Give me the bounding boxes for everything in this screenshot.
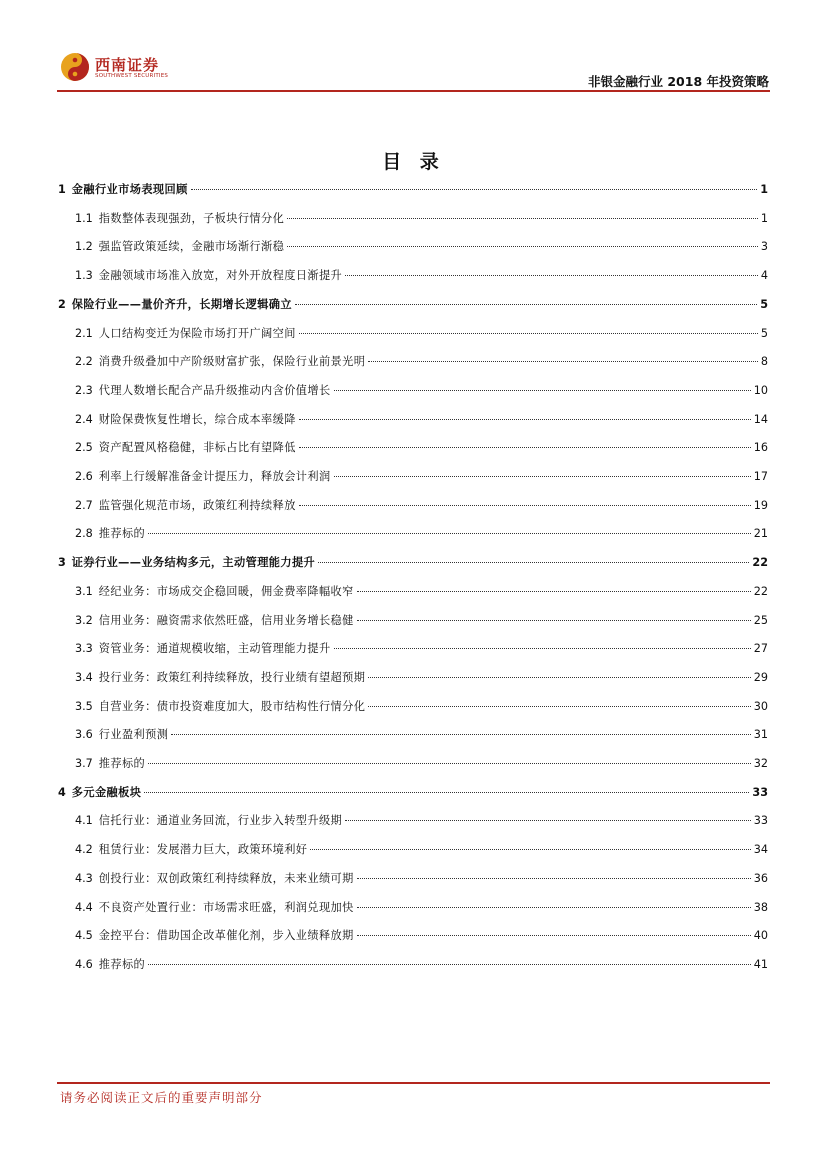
toc-page-number: 40 bbox=[753, 929, 768, 943]
toc-section-entry[interactable] bbox=[75, 411, 768, 431]
toc-entry-title: 强监管政策延续，金融市场渐行渐稳 bbox=[98, 240, 285, 254]
toc-entry-number: 4.5 bbox=[75, 929, 93, 943]
toc-page-number: 34 bbox=[753, 843, 768, 857]
toc-entry-title: 资管业务：通道规模收缩，主动管理能力提升 bbox=[98, 642, 331, 656]
toc-entry-number: 2.3 bbox=[75, 383, 93, 397]
toc-entry-title: 不良资产处置行业：市场需求旺盛，利润兑现加快 bbox=[98, 900, 354, 914]
toc-entry-number: 3.7 bbox=[75, 757, 93, 770]
toc-entry-title: 证券行业——业务结构多元，主动管理能力提升 bbox=[71, 556, 316, 570]
toc-entry-title: 投行业务：政策红利持续释放，投行业绩有望超预期 bbox=[98, 670, 366, 684]
toc-entry-number: 2.8 bbox=[75, 527, 93, 541]
logo-english-name: SOUTHWEST SECURITIES bbox=[95, 73, 169, 79]
logo-chinese-name: 西南证券 bbox=[95, 56, 160, 74]
toc-entry-title: 金融行业市场表现回顾 bbox=[71, 183, 188, 196]
toc-dot-leader bbox=[191, 189, 758, 190]
toc-section-entry[interactable] bbox=[75, 726, 768, 746]
toc-section-entry[interactable] bbox=[75, 812, 768, 832]
toc-chapter-entry[interactable] bbox=[58, 554, 768, 574]
toc-entry-number: 2.1 bbox=[75, 326, 93, 340]
header-divider bbox=[57, 90, 770, 92]
toc-section-entry[interactable] bbox=[75, 382, 768, 402]
toc-entry-number: 4.3 bbox=[75, 871, 93, 885]
toc-entry-number: 1.3 bbox=[75, 269, 93, 283]
toc-entry-number: 1.1 bbox=[75, 211, 93, 225]
toc-section-entry[interactable] bbox=[75, 956, 768, 976]
toc-page-number: 22 bbox=[753, 584, 768, 598]
toc-page-number: 17 bbox=[753, 470, 768, 483]
toc-entry-title: 信用业务：融资需求依然旺盛，信用业务增长稳健 bbox=[98, 613, 354, 627]
toc-dot-leader bbox=[299, 333, 758, 334]
toc-dot-leader bbox=[144, 792, 749, 793]
toc-entry-number: 3.6 bbox=[75, 728, 93, 742]
toc-section-entry[interactable] bbox=[75, 353, 768, 373]
toc-page-number: 8 bbox=[760, 355, 768, 369]
toc-page-number: 4 bbox=[760, 269, 768, 283]
toc-chapter-entry[interactable] bbox=[58, 296, 768, 316]
toc-entry-title: 人口结构变迁为保险市场打开广阔空间 bbox=[98, 326, 296, 340]
toc-section-entry[interactable] bbox=[75, 210, 768, 230]
toc-section-entry[interactable] bbox=[75, 612, 768, 632]
toc-page-number: 5 bbox=[760, 326, 768, 340]
toc-entry-title: 推荐标的 bbox=[98, 527, 146, 541]
toc-entry-title: 代理人数增长配合产品升级推动内含价值增长 bbox=[98, 383, 331, 397]
toc-page-number: 10 bbox=[753, 383, 768, 397]
toc-page-number: 14 bbox=[753, 412, 768, 426]
toc-dot-leader bbox=[334, 648, 751, 649]
toc-page-number: 19 bbox=[753, 498, 768, 512]
toc-entry-title: 利率上行缓解准备金计提压力，释放会计利润 bbox=[98, 470, 331, 483]
toc-page-number: 30 bbox=[753, 699, 768, 713]
toc-page-number: 5 bbox=[760, 297, 768, 311]
toc-entry-number: 2 bbox=[58, 297, 66, 311]
toc-entry-number: 3.4 bbox=[75, 670, 93, 684]
footer-divider bbox=[57, 1082, 770, 1084]
toc-chapter-entry[interactable] bbox=[58, 181, 768, 201]
toc-page-number: 36 bbox=[753, 871, 768, 885]
toc-dot-leader bbox=[368, 361, 758, 362]
toc-entry-title: 创投行业：双创政策红利持续释放，未来业绩可期 bbox=[98, 871, 354, 885]
toc-dot-leader bbox=[357, 878, 751, 879]
toc-page-number: 3 bbox=[760, 240, 768, 254]
toc-page-number: 21 bbox=[753, 527, 768, 541]
toc-section-entry[interactable] bbox=[75, 927, 768, 947]
toc-page-number: 41 bbox=[753, 957, 768, 971]
company-logo bbox=[60, 52, 180, 86]
toc-entry-title: 多元金融板块 bbox=[71, 785, 142, 799]
toc-section-entry[interactable] bbox=[75, 267, 768, 287]
toc-entry-number: 2.7 bbox=[75, 498, 93, 512]
toc-section-entry[interactable] bbox=[75, 497, 768, 517]
toc-entry-title: 金控平台：借助国企改革催化剂，步入业绩释放期 bbox=[98, 929, 354, 943]
toc-entry-number: 3.1 bbox=[75, 584, 93, 598]
toc-page-number: 33 bbox=[752, 785, 768, 799]
toc-entry-title: 金融领域市场准入放宽，对外开放程度日渐提升 bbox=[98, 269, 343, 283]
toc-entry-number: 1.2 bbox=[75, 240, 93, 254]
toc-entry-number: 2.5 bbox=[75, 441, 93, 455]
toc-page-number: 29 bbox=[753, 670, 768, 684]
report-title: 非银金融行业 2018 年投资策略 bbox=[588, 74, 769, 89]
toc-entry-title: 推荐标的 bbox=[98, 957, 146, 971]
toc-dot-leader bbox=[299, 419, 751, 420]
toc-entry-title: 租赁行业：发展潜力巨大，政策环境利好 bbox=[98, 843, 308, 857]
toc-entry-number: 4.1 bbox=[75, 814, 93, 828]
toc-section-entry[interactable] bbox=[75, 899, 768, 919]
toc-dot-leader bbox=[368, 677, 750, 678]
toc-chapter-entry[interactable] bbox=[58, 784, 768, 804]
toc-entry-title: 监管强化规范市场，政策红利持续释放 bbox=[98, 498, 296, 512]
toc-entry-number: 4.2 bbox=[75, 843, 93, 857]
toc-page-number: 32 bbox=[753, 757, 768, 770]
toc-dot-leader bbox=[171, 734, 750, 735]
toc-dot-leader bbox=[148, 763, 751, 764]
toc-entry-title: 信托行业：通道业务回流，行业步入转型升级期 bbox=[98, 814, 343, 828]
toc-page-number: 22 bbox=[752, 556, 768, 570]
footer-notice: 请务必阅读正文后的重要声明部分 bbox=[60, 1090, 263, 1105]
toc-section-entry[interactable] bbox=[75, 698, 768, 718]
toc-entry-title: 行业盈利预测 bbox=[98, 728, 169, 742]
toc-section-entry[interactable] bbox=[75, 325, 768, 345]
toc-dot-leader bbox=[148, 533, 751, 534]
toc-section-entry[interactable] bbox=[75, 755, 768, 775]
toc-dot-leader bbox=[148, 964, 751, 965]
toc-dot-leader bbox=[345, 275, 758, 276]
toc-dot-leader bbox=[334, 476, 751, 477]
toc-entry-title: 财险保费恢复性增长，综合成本率缓降 bbox=[98, 412, 296, 426]
toc-entry-number: 2.2 bbox=[75, 355, 93, 369]
toc-entry-number: 3.2 bbox=[75, 613, 93, 627]
toc-dot-leader bbox=[299, 447, 751, 448]
toc-dot-leader bbox=[287, 246, 758, 247]
toc-page-number: 1 bbox=[760, 211, 768, 225]
toc-section-entry[interactable] bbox=[75, 841, 768, 861]
toc-entry-title: 经纪业务：市场成交企稳回暖，佣金费率降幅收窄 bbox=[98, 584, 354, 598]
toc-dot-leader bbox=[345, 820, 751, 821]
toc-entry-number: 2.6 bbox=[75, 470, 93, 483]
toc-dot-leader bbox=[334, 390, 751, 391]
toc-entry-number: 3.3 bbox=[75, 642, 93, 656]
toc-dot-leader bbox=[357, 935, 751, 936]
toc-section-entry[interactable] bbox=[75, 669, 768, 689]
toc-dot-leader bbox=[287, 218, 758, 219]
toc-section-entry[interactable] bbox=[75, 238, 768, 258]
toc-entry-title: 指数整体表现强劲，子板块行情分化 bbox=[98, 211, 285, 225]
toc-entry-number: 2.4 bbox=[75, 412, 93, 426]
toc-page-number: 27 bbox=[753, 642, 768, 656]
toc-page-number: 25 bbox=[753, 613, 768, 627]
toc-dot-leader bbox=[295, 304, 757, 305]
toc-heading: 目 录 bbox=[382, 151, 445, 173]
toc-dot-leader bbox=[357, 620, 751, 621]
toc-dot-leader bbox=[318, 562, 749, 563]
toc-entry-title: 推荐标的 bbox=[98, 757, 146, 770]
toc-entry-number: 1 bbox=[58, 183, 66, 196]
toc-entry-title: 保险行业——量价齐升，长期增长逻辑确立 bbox=[71, 297, 292, 311]
logo-emblem-icon bbox=[60, 52, 90, 82]
toc-dot-leader bbox=[299, 505, 751, 506]
toc-section-entry[interactable] bbox=[75, 439, 768, 459]
toc-page-number: 1 bbox=[760, 183, 768, 196]
toc-page-number: 38 bbox=[753, 900, 768, 914]
toc-entry-title: 自营业务：债市投资难度加大，股市结构性行情分化 bbox=[98, 699, 366, 713]
toc-page-number: 31 bbox=[753, 728, 768, 742]
toc-entry-number: 3 bbox=[58, 556, 66, 570]
toc-section-entry[interactable] bbox=[75, 640, 768, 660]
toc-section-entry[interactable] bbox=[75, 583, 768, 603]
toc-page-number: 33 bbox=[753, 814, 768, 828]
toc-entry-number: 4.6 bbox=[75, 957, 93, 971]
toc-entry-number: 3.5 bbox=[75, 699, 93, 713]
toc-dot-leader bbox=[368, 706, 750, 707]
toc-entry-number: 4.4 bbox=[75, 900, 93, 914]
toc-section-entry[interactable] bbox=[75, 525, 768, 545]
toc-page-number: 16 bbox=[753, 441, 768, 455]
toc-entry-number: 4 bbox=[58, 785, 66, 799]
toc-section-entry[interactable] bbox=[75, 870, 768, 890]
toc-dot-leader bbox=[310, 849, 750, 850]
toc-entry-title: 消费升级叠加中产阶级财富扩张，保险行业前景光明 bbox=[98, 355, 366, 369]
toc-dot-leader bbox=[357, 591, 751, 592]
toc-dot-leader bbox=[357, 907, 751, 908]
toc-section-entry[interactable] bbox=[75, 468, 768, 488]
toc-entry-title: 资产配置风格稳健，非标占比有望降低 bbox=[98, 441, 296, 455]
page-header bbox=[0, 0, 827, 95]
